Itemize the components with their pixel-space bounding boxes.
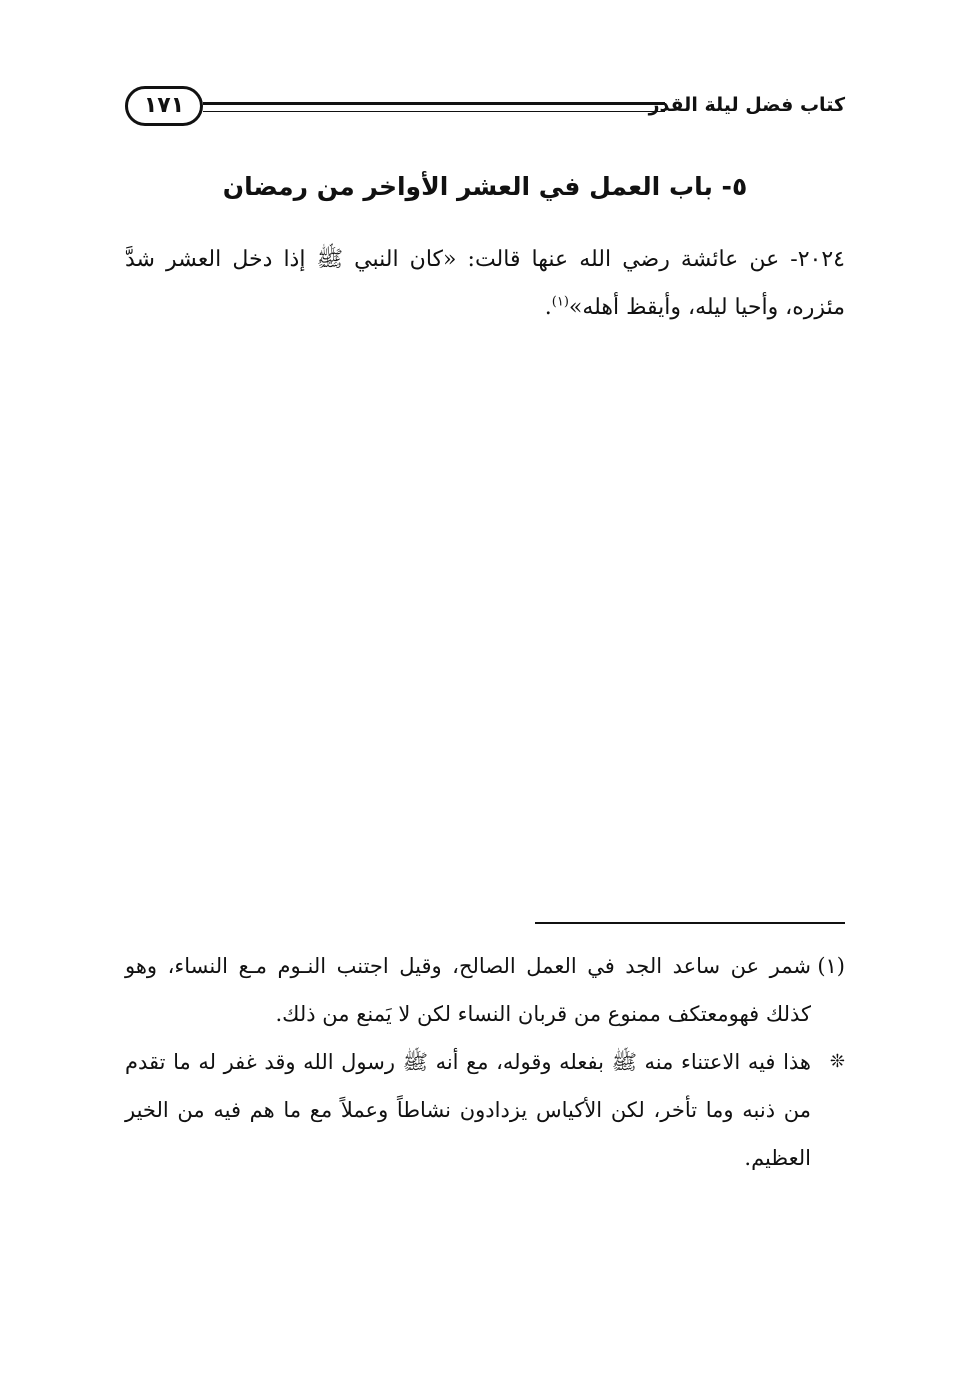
footnote-1-marker: (١) [817,954,845,978]
running-title: كتاب فضل ليلة القدر [648,94,845,116]
page-number: ١٧١ [125,86,203,126]
footnote-1 [125,942,845,1038]
page-header [125,86,845,130]
commentary-note [125,1038,845,1182]
footnotes [125,942,845,1182]
footnote-1-text: شمر عن ساعد الجد في العمل الصالح، وقيل اجتنب النـوم مـع النساء، وهو كذلك فهومعتكف ممنوع من قربان النساء لكن لا يَمنع من ذلك. [125,954,811,1026]
footnote-reference: (١) [551,294,569,310]
main-text [125,236,845,332]
asterism-icon: ❊ [829,1051,845,1072]
header-rule [203,102,665,112]
chapter-heading: ٥- باب العمل في العشر الأواخر من رمضان [222,172,748,201]
hadith-paragraph [125,236,845,332]
hadith-end: . [544,295,552,320]
hadith-text: ٢٠٢٤- عن عائشة رضي الله عنها قالت: «كان النبي ﷺ إذا دخل العشر شدَّ مئزره، وأحيا ليله، وأيقظ أهله» [125,247,845,320]
commentary-text: هذا فيه الاعتناء منه ﷺ بفعله وقوله، مع أنه ﷺ رسول الله وقد غفر له ما تقدم من ذنبه وما تأخر، لكن الأكياس يزدادون نشاطاً وعملاً مع ما هم فيه من الخير العظيم. [125,1050,811,1170]
footnote-divider [535,922,845,924]
